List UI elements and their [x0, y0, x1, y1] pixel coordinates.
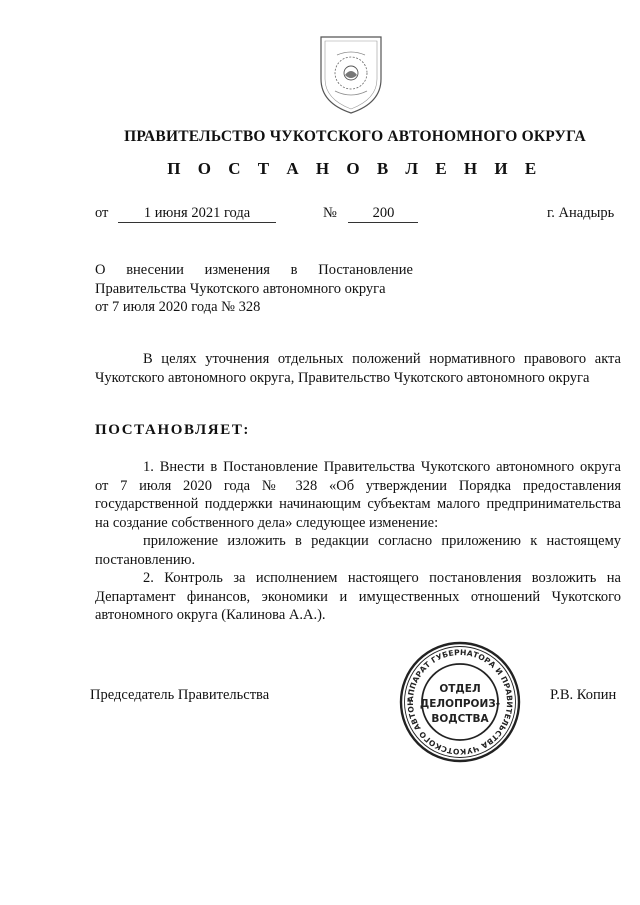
item-2-text: 2. Контроль за исполнением настоящего постановления возложить на Департамент финансов, экономики и имущественных отношений Чукотского автономного округа (Калинова А.А.).: [95, 570, 621, 623]
stamp-ring-text: АППАРАТ ГУБЕРНАТОРА И ПРАВИТЕЛЬСТВА ЧУКОТСКОГО АВТОН: [405, 647, 515, 757]
signatory-position: Председатель Правительства: [90, 687, 270, 703]
resolution-items: [95, 458, 621, 625]
document-subject: [95, 261, 413, 317]
item-1-text: 1. Внести в Постановление Правительства Чукотского автономного округа от 7 июля 2020 года № 328 «Об утверждении Порядка предоставления государственной поддержки начинающим субъектам малого предпринимательства на создание собственного дела» следующее изменение:: [95, 459, 621, 531]
subject-line-2: Правительства Чукотского автономного округа: [95, 280, 386, 297]
signatory-name: Р.В. Копин: [550, 687, 617, 703]
preamble-text: В целях уточнения отдельных положений нормативного правового акта Чукотского автономного округа, Правительство Чукотского автономного округа: [95, 351, 621, 386]
subject-line-1: О внесении изменения в Постановление: [95, 262, 413, 278]
city-label: г. Анадырь: [547, 205, 615, 221]
date-prefix: от: [95, 205, 109, 221]
stamp-line-1: ОТДЕЛ: [439, 683, 481, 695]
date-value: 1 июня 2021 года: [118, 205, 276, 223]
organization-title: ПРАВИТЕЛЬСТВО ЧУКОТСКОГО АВТОНОМНОГО ОКРУГА: [124, 128, 586, 145]
stamp-line-2: ДЕЛОПРОИЗ-: [419, 698, 501, 710]
date-field: [95, 205, 276, 223]
item-1-sub-text: приложение изложить в редакции согласно приложению к настоящему постановлению.: [95, 533, 621, 568]
resolution-heading: ПОСТАНОВЛЯЕТ:: [95, 422, 251, 438]
stamp-line-3: ВОДСТВА: [431, 713, 489, 725]
subject-line-3: от 7 июля 2020 года № 328: [95, 299, 261, 315]
number-field: [323, 205, 418, 223]
coat-of-arms-emblem: [317, 33, 385, 115]
number-prefix: №: [323, 205, 337, 221]
official-stamp: [398, 640, 522, 764]
document-type-title: П О С Т А Н О В Л Е Н И Е: [167, 159, 543, 178]
number-value: 200: [348, 205, 418, 223]
preamble-paragraph: [95, 350, 621, 387]
